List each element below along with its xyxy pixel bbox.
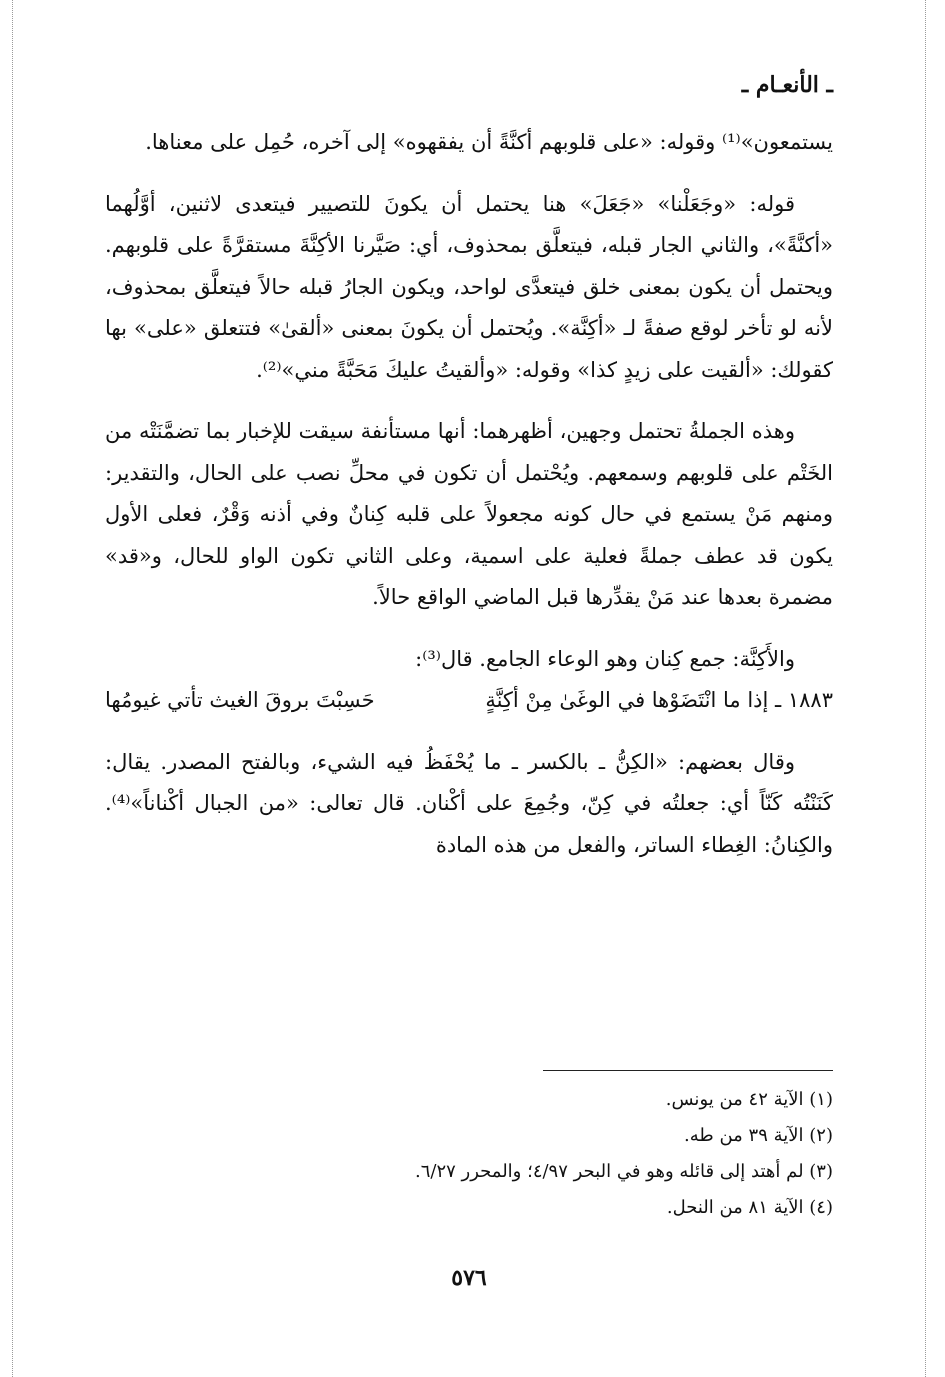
paragraph-3: وهذه الجملةُ تحتمل وجهين، أظهرهما: أنها مستأنفة سيقت للإخبار بما تضمَّنَتْه من الخَتْم على قلوبهم وسمعهم. ويُحْتمل أن تكون في محلِّ نصب على الحال، والتقدير: ومنهم مَنْ يستمع في حال كونه مجعولاً على قلبه كِنانٌ وفي أذنه وَقْرٌ، فعلى الأول يكون قد عطف جملةً فعلية على اسمية، وعلى الثاني تكون الواو للحال، و«قد» مضمرة بعدها عند مَنْ يقدِّرها قبل الماضي الواقع حالاً. (105, 419, 833, 609)
footnote-1: (١) الآية ٤٢ من يونس. (665, 1089, 833, 1110)
body-text (105, 122, 833, 866)
paragraph-1: يستمعون»⁽¹⁾ وقوله: «على قلوبهم أكنَّةً أن يفقهوه» إلى آخره، حُمِل على معناها. (145, 130, 833, 154)
footnote-2: (٢) الآية ٣٩ من طه. (684, 1125, 833, 1146)
poetry-verse (105, 680, 833, 722)
book-page (105, 60, 833, 1360)
footnote-3: (٣) لم أهتد إلى قائله وهو في البحر ٤/٩٧؛ والمحرر ٦/٢٧. (415, 1161, 833, 1182)
footnote-4: (٤) الآية ٨١ من النحل. (666, 1197, 833, 1218)
verse-first-text: إذا ما انْتَضَوْها في الوغَىٰ مِنْ أكِنَّةٍ (485, 688, 769, 712)
paragraph-5: وقال بعضهم: «الكِنُّ ـ بالكسر ـ ما يُحْفَظُ فيه الشيء، وبالفتح المصدر. يقال: كَنَنْتُه كَنّاً أي: جعلتُه في كِنّ، وجُمِعَ على أكْنان. قال تعالى: «من الجبال أكْناناً»⁽⁴⁾. والكِنانُ: الغِطاء الساتر، والفعل من هذه المادة (105, 749, 833, 857)
verse-first-hemistich (485, 680, 833, 722)
verse-second-hemistich: حَسِبْتَ بروقَ الغيث تأتي غيومُها (105, 688, 375, 712)
running-head: ـ الأنعـام ـ (741, 72, 833, 98)
scan-edge-left (12, 0, 13, 1377)
verse-number: ١٨٨٣ ـ (775, 688, 833, 712)
paragraph-2: قوله: «وجَعَلْنا» «جَعَلَ» هنا يحتمل أن يكونَ للتصيير فيتعدى لاثنين، أوَّلُهما «أكنَّةً»، والثاني الجار قبله، فيتعلَّق بمحذوف، أي: صَيَّرنا الأكِنَّةَ مستقرَّةً على قلوبهم. ويحتمل أن يكون بمعنى خلق فيتعدَّى لواحد، ويكون الجارُ قبله حالاً فيتعلَّق بمحذوف، لأنه لو تأخر لوقع صفةً لـ «أكِنَّة». ويُحتمل أن يكونَ بمعنى «ألقىٰ» فتتعلق «على» بها كقولك: «ألقيت على زيدٍ كذا» وقوله: «وألقيتُ عليكَ مَحَبَّةً مني»⁽²⁾. (105, 191, 833, 382)
paragraph-4: والأَكِنَّة: جمع كِنان وهو الوعاء الجامع. قال⁽³⁾: (415, 646, 795, 671)
footnote-separator (543, 1070, 833, 1071)
scan-edge-right (925, 0, 926, 1377)
footnotes (105, 1082, 833, 1226)
page-number: ٥٧٦ (451, 1265, 487, 1291)
